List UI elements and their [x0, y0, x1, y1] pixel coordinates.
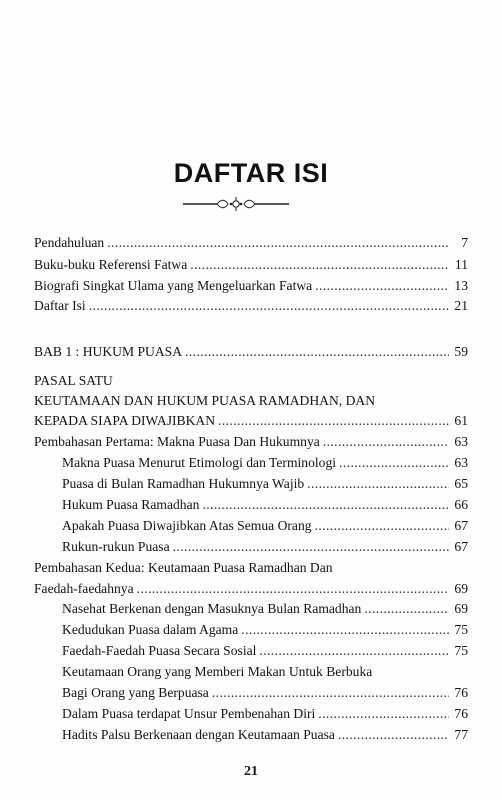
- toc-subentry: [62, 538, 468, 556]
- toc-entry-title: Rukun-rukun Puasa: [62, 539, 170, 554]
- toc-entry-page: 63: [454, 455, 468, 470]
- leader-dots: [173, 538, 449, 556]
- leader-dots: [212, 684, 449, 702]
- toc-entry-page: 21: [454, 298, 468, 313]
- toc-entry-page: 63: [454, 434, 468, 449]
- toc-entry-page: 75: [454, 622, 468, 637]
- toc-entry-title: Makna Puasa Menurut Etimologi dan Terminologi: [62, 455, 337, 470]
- page-number: 21: [244, 764, 258, 779]
- leader-dots: [107, 234, 449, 252]
- toc-entry-page: 67: [454, 518, 468, 533]
- ornament-divider: [181, 196, 291, 212]
- toc-entry: [34, 277, 468, 295]
- leader-dots: [307, 475, 449, 493]
- toc-subentry: [62, 621, 468, 639]
- toc-entry-title: Apakah Puasa Diwajibkan Atas Semua Orang: [62, 518, 312, 533]
- toc-entry-title: Pendahuluan: [34, 235, 105, 250]
- leader-dots: [318, 705, 449, 723]
- toc-entry-title: Pembahasan Kedua: Keutamaan Puasa Ramadhan Dan: [34, 560, 333, 575]
- page-title: DAFTAR ISI: [173, 158, 329, 188]
- toc-entry-title: Dalam Puasa terdapat Unsur Pembenahan Diri: [62, 706, 316, 721]
- toc-entry: [34, 297, 468, 315]
- toc-subentry: [62, 600, 468, 618]
- toc-entry-page: 67: [454, 539, 468, 554]
- leader-dots: [364, 600, 449, 618]
- toc-entry-title: Puasa di Bulan Ramadhan Hukumnya Wajib: [62, 476, 305, 491]
- toc-entry-page: 59: [454, 344, 468, 359]
- toc-subentry: [62, 496, 468, 514]
- toc-entry-title: KEPADA SIAPA DIWAJIBKAN: [34, 413, 216, 428]
- leader-dots: [315, 277, 449, 295]
- toc-entry: [34, 234, 468, 252]
- toc-subentry: [62, 684, 468, 702]
- leader-dots: [137, 580, 449, 598]
- toc-entry-title: Buku-buku Referensi Fatwa: [34, 257, 188, 272]
- toc-entry-title: Hukum Puasa Ramadhan: [62, 497, 200, 512]
- toc-entry-page: 61: [454, 413, 468, 428]
- toc-entry-title: BAB 1 : HUKUM PUASA: [34, 344, 183, 359]
- toc-entry-page: 13: [454, 278, 468, 293]
- toc-entry-title: Nasehat Berkenan dengan Masuknya Bulan Ramadhan: [62, 601, 362, 616]
- leader-dots: [339, 454, 449, 472]
- toc-entry-page: 75: [454, 643, 468, 658]
- toc-subentry: [62, 726, 468, 744]
- leader-dots: [323, 433, 449, 451]
- toc-section-label: PASAL SATU: [34, 373, 113, 388]
- toc-entry-title: Hadits Palsu Berkenaan dengan Keutamaan Puasa: [62, 727, 335, 742]
- toc-entry-title: Keutamaan Orang yang Memberi Makan Untuk Berbuka: [62, 664, 373, 679]
- toc-entry-page: 77: [454, 727, 468, 742]
- toc-entry-page: 7: [461, 235, 468, 250]
- toc-entry-title: Faedah-faedahnya: [34, 581, 134, 596]
- toc-entry-page: 76: [454, 685, 468, 700]
- toc-subentry: [62, 475, 468, 493]
- toc-subentry: [62, 517, 468, 535]
- toc-entry-title: Daftar Isi: [34, 298, 86, 313]
- leader-dots: [338, 726, 449, 744]
- toc-entry-title: Pembahasan Pertama: Makna Puasa Dan Hukumnya: [34, 434, 320, 449]
- toc-entry: [34, 433, 468, 451]
- toc-entry: [34, 412, 468, 430]
- toc-entry-page: 66: [454, 497, 468, 512]
- toc-entry-page: 69: [454, 601, 468, 616]
- toc-entry-page: 69: [454, 581, 468, 596]
- toc-entry-page: 11: [454, 257, 468, 272]
- toc-entry-title: Biografi Singkat Ulama yang Mengeluarkan Fatwa: [34, 278, 313, 293]
- toc-subentry: [62, 642, 468, 660]
- leader-dots: [315, 517, 449, 535]
- toc-chapter: [34, 343, 468, 361]
- leader-dots: [89, 297, 449, 315]
- leader-dots: [259, 642, 449, 660]
- leader-dots: [202, 496, 449, 514]
- toc-entry-page: 65: [454, 476, 468, 491]
- leader-dots: [185, 343, 449, 361]
- toc-entry: [34, 580, 468, 598]
- leader-dots: [190, 256, 449, 274]
- toc-entry: [34, 256, 468, 274]
- toc-subentry: [62, 705, 468, 723]
- toc-entry-title: Kedudukan Puasa dalam Agama: [62, 622, 239, 637]
- toc-entry-title: Faedah-Faedah Puasa Secara Sosial: [62, 643, 257, 658]
- leader-dots: [218, 412, 449, 430]
- toc-entry-page: 76: [454, 706, 468, 721]
- toc-subentry: [62, 454, 468, 472]
- toc-section-title: KEUTAMAAN DAN HUKUM PUASA RAMADHAN, DAN: [34, 393, 376, 408]
- toc-entry-title: Bagi Orang yang Berpuasa: [62, 685, 209, 700]
- leader-dots: [241, 621, 449, 639]
